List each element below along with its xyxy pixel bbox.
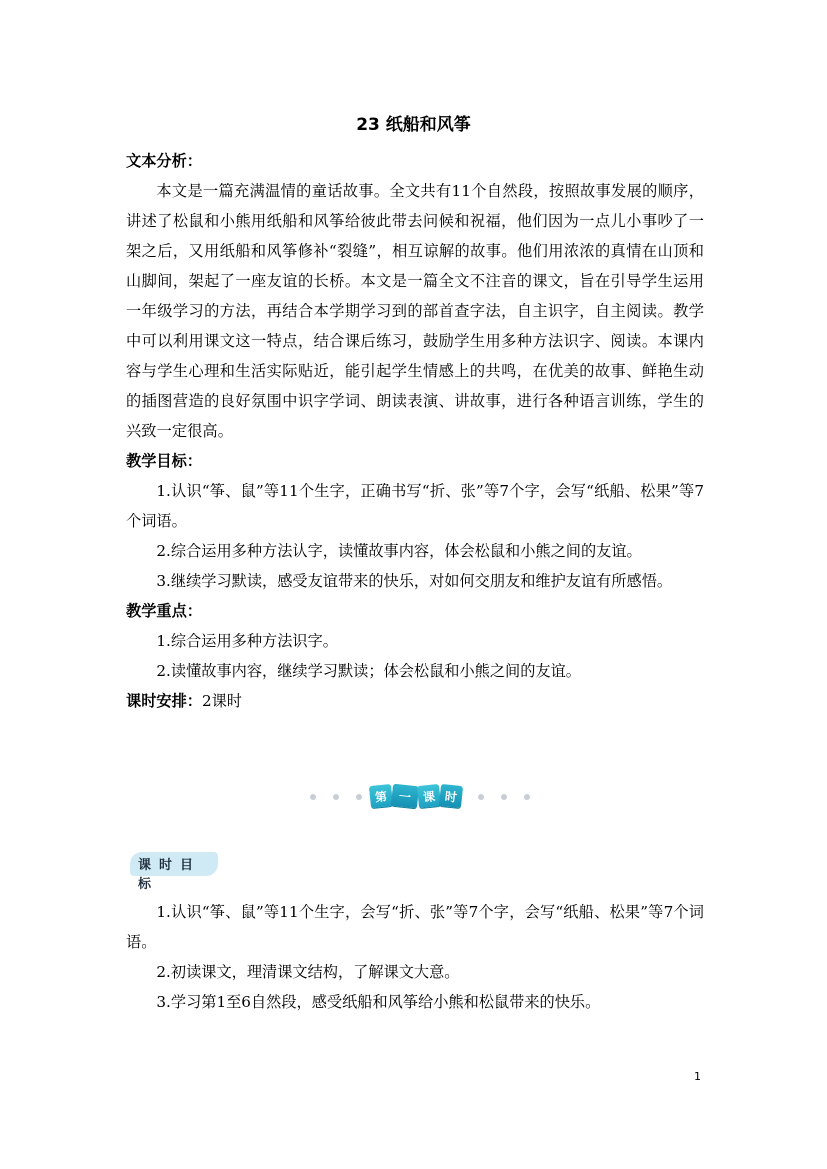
divider-dot xyxy=(333,794,339,800)
schedule-value: 2课时 xyxy=(201,692,242,710)
tag-label: 课时目标 xyxy=(138,858,202,892)
lesson-goal-item: 2.初读课文，理清课文结构，了解课文大意。 xyxy=(156,963,460,981)
goal-item: 3.继续学习默读，感受友谊带来的快乐，对如何交朋友和维护友谊有所感悟。 xyxy=(156,572,673,590)
badge-char: 时 xyxy=(439,784,463,808)
focus-item: 1.综合运用多种方法识字。 xyxy=(156,632,338,650)
badge-char: 第 xyxy=(369,784,393,808)
focus-item: 2.读懂故事内容，继续学习默读；体会松鼠和小熊之间的友谊。 xyxy=(156,662,581,680)
main-content xyxy=(126,146,704,716)
lesson-divider xyxy=(0,782,827,812)
divider-dot xyxy=(310,794,316,800)
goals-heading: 教学目标： xyxy=(126,452,202,470)
lesson-goal-item: 3.学习第1至6自然段，感受纸船和风筝给小熊和松鼠带来的快乐。 xyxy=(156,993,601,1011)
badge-char: 课 xyxy=(417,784,441,808)
divider-dot xyxy=(524,794,530,800)
analysis-body: 本文是一篇充满温情的童话故事。全文共有11个自然段，按照故事发展的顺序，讲述了松鼠和小熊用纸船和风筝给彼此带去问候和祝福，他们因为一点儿小事吵了一架之后，又用纸船和风筝修补“裂缝”，相互谅解的故事。他们用浓浓的真情在山顶和山脚间，架起了一座友谊的长桥。本文是一篇全文不注音的课文，旨在引导学生运用一年级学习的方法，再结合本学期学习到的部首查字法，自主识字，自主阅读。教学中可以利用课文这一特点，结合课后练习，鼓励学生用多种方法识字、阅读。本课内容与学生心理和生活实际贴近，能引起学生情感上的共鸣，在优美的故事、鲜艳生动的插图营造的良好氛围中识字学词、朗读表演、讲故事，进行各种语言训练，学生的兴致一定很高。 xyxy=(126,182,704,440)
lesson-goals-tag xyxy=(130,848,220,892)
goal-item: 2.综合运用多种方法认字，读懂故事内容，体会松鼠和小熊之间的友谊。 xyxy=(156,542,642,560)
goal-item: 1.认识“筝、鼠”等11个生字，正确书写“折、张”等7个字，会写“纸船、松果”等7个词语。 xyxy=(126,482,704,530)
badge-char: 一 xyxy=(391,784,419,809)
lesson-goal-item: 1.认识“筝、鼠”等11个生字，会写“折、张”等7个字，会写“纸船、松果”等7个词语。 xyxy=(126,903,704,951)
divider-dot xyxy=(356,794,362,800)
schedule-heading: 课时安排： xyxy=(126,692,202,710)
lesson-badge xyxy=(370,782,462,810)
divider-dot xyxy=(501,794,507,800)
divider-dot xyxy=(478,794,484,800)
schedule-line xyxy=(126,686,704,716)
analysis-heading: 文本分析： xyxy=(126,152,202,170)
focus-heading: 教学重点： xyxy=(126,602,202,620)
lesson-goals-content xyxy=(126,897,704,1017)
page-title: 23 纸船和风筝 xyxy=(356,115,471,135)
page-number: 1 xyxy=(694,1070,701,1083)
